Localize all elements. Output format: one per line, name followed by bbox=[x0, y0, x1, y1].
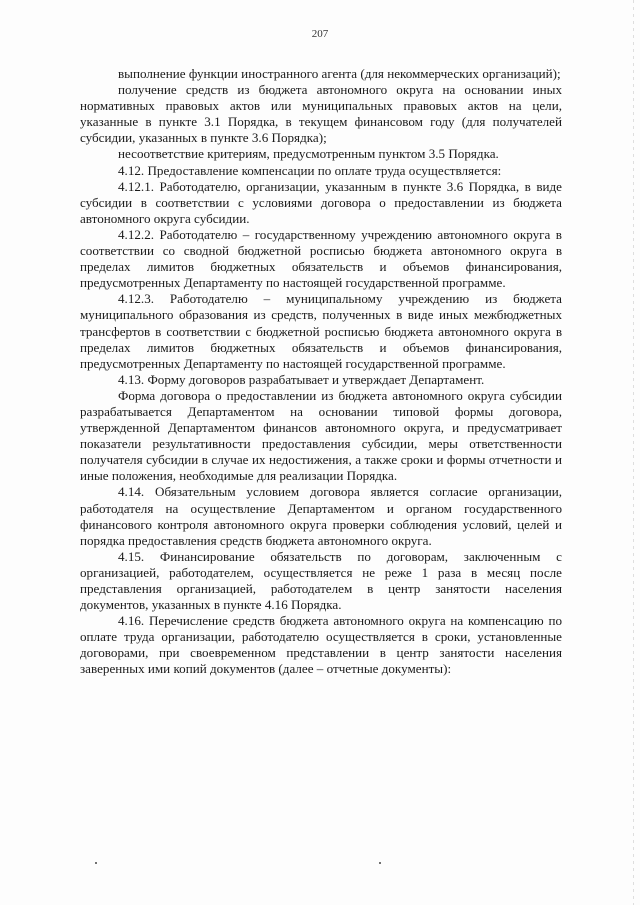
paragraph-4-12: 4.12. Предоставление компенсации по оплате труда осуществляется: bbox=[118, 162, 502, 178]
paragraph-4-13: 4.13. Форму договоров разрабатывает и утверждает Департамент. bbox=[118, 371, 485, 387]
paragraph-4-12-1: 4.12.1. Работодателю, организации, указанным в пункте 3.6 Порядка, в виде субсидии в соответствии с условиями договора о предоставлении из бюджета автономного округа субсидии. bbox=[80, 178, 562, 226]
paragraph-contract-form: Форма договора о предоставлении из бюджета автономного округа субсидии разрабатывается Департаментом на основании типовой формы договора, утвержденной Департаментом финансов автономного округа, и предусматривает показатели результативности предоставления субсидии, меры ответственности получателя субсидии в случае их недостижения, а также сроки и формы отчетности и иные положения, необходимые для реализации Порядка. bbox=[80, 387, 562, 484]
document-body bbox=[80, 66, 562, 678]
paragraph-4-14: 4.14. Обязательным условием договора является согласие организации, работодателя на осуществление Департаментом и органом государственного финансового контроля автономного округа проверки соблюдения условий, целей и порядка предоставления средств бюджета автономного округа. bbox=[80, 484, 562, 548]
scan-speck bbox=[379, 862, 381, 864]
scan-speck bbox=[95, 862, 97, 864]
paragraph-4-15: 4.15. Финансирование обязательств по договорам, заключенным с организацией, работодателем, осуществляется не реже 1 раза в месяц после представления организацией, работодателем в центр занятости населения документов, указанных в пункте 4.16 Порядка. bbox=[80, 548, 562, 613]
paragraph-4-12-3: 4.12.3. Работодателю – муниципальному учреждению из бюджета муниципального образования из средств, полученных в виде иных межбюджетных трансфертов в соответствии с бюджетной росписью бюджета автономного округа в пределах лимитов бюджетных обязательств и объемов финансирования, предусмотренных Департаменту по настоящей государственной программе. bbox=[80, 291, 562, 371]
scan-edge bbox=[633, 0, 634, 905]
paragraph-3: несоответствие критериям, предусмотренным пунктом 3.5 Порядка. bbox=[118, 146, 499, 162]
paragraph-4-12-2: 4.12.2. Работодателю – государственному учреждению автономного округа в соответствии со сводной бюджетной росписью бюджета автономного округа в пределах лимитов бюджетных обязательств и объемов финансирования, предусмотренных Департаменту по настоящей государственной программе. bbox=[80, 226, 562, 291]
page-number: 207 bbox=[311, 28, 329, 40]
paragraph-2: получение средств из бюджета автономного округа на основании иных нормативных правовых актов или муниципальных правовых актов на цели, указанные в пункте 3.1 Порядка, в текущем финансовом году (для получателей субсидии, указанных в пункте 3.6 Порядка); bbox=[80, 82, 562, 146]
paragraph-1: выполнение функции иностранного агента (для некоммерческих организаций); bbox=[118, 66, 561, 81]
paragraph-4-16: 4.16. Перечисление средств бюджета автономного округа на компенсацию по оплате труда организации, работодателю осуществляется в сроки, установленные договорами, при своевременном представлении в центр занятости населения заверенных ими копий документов (далее – отчетные документы): bbox=[80, 613, 562, 677]
